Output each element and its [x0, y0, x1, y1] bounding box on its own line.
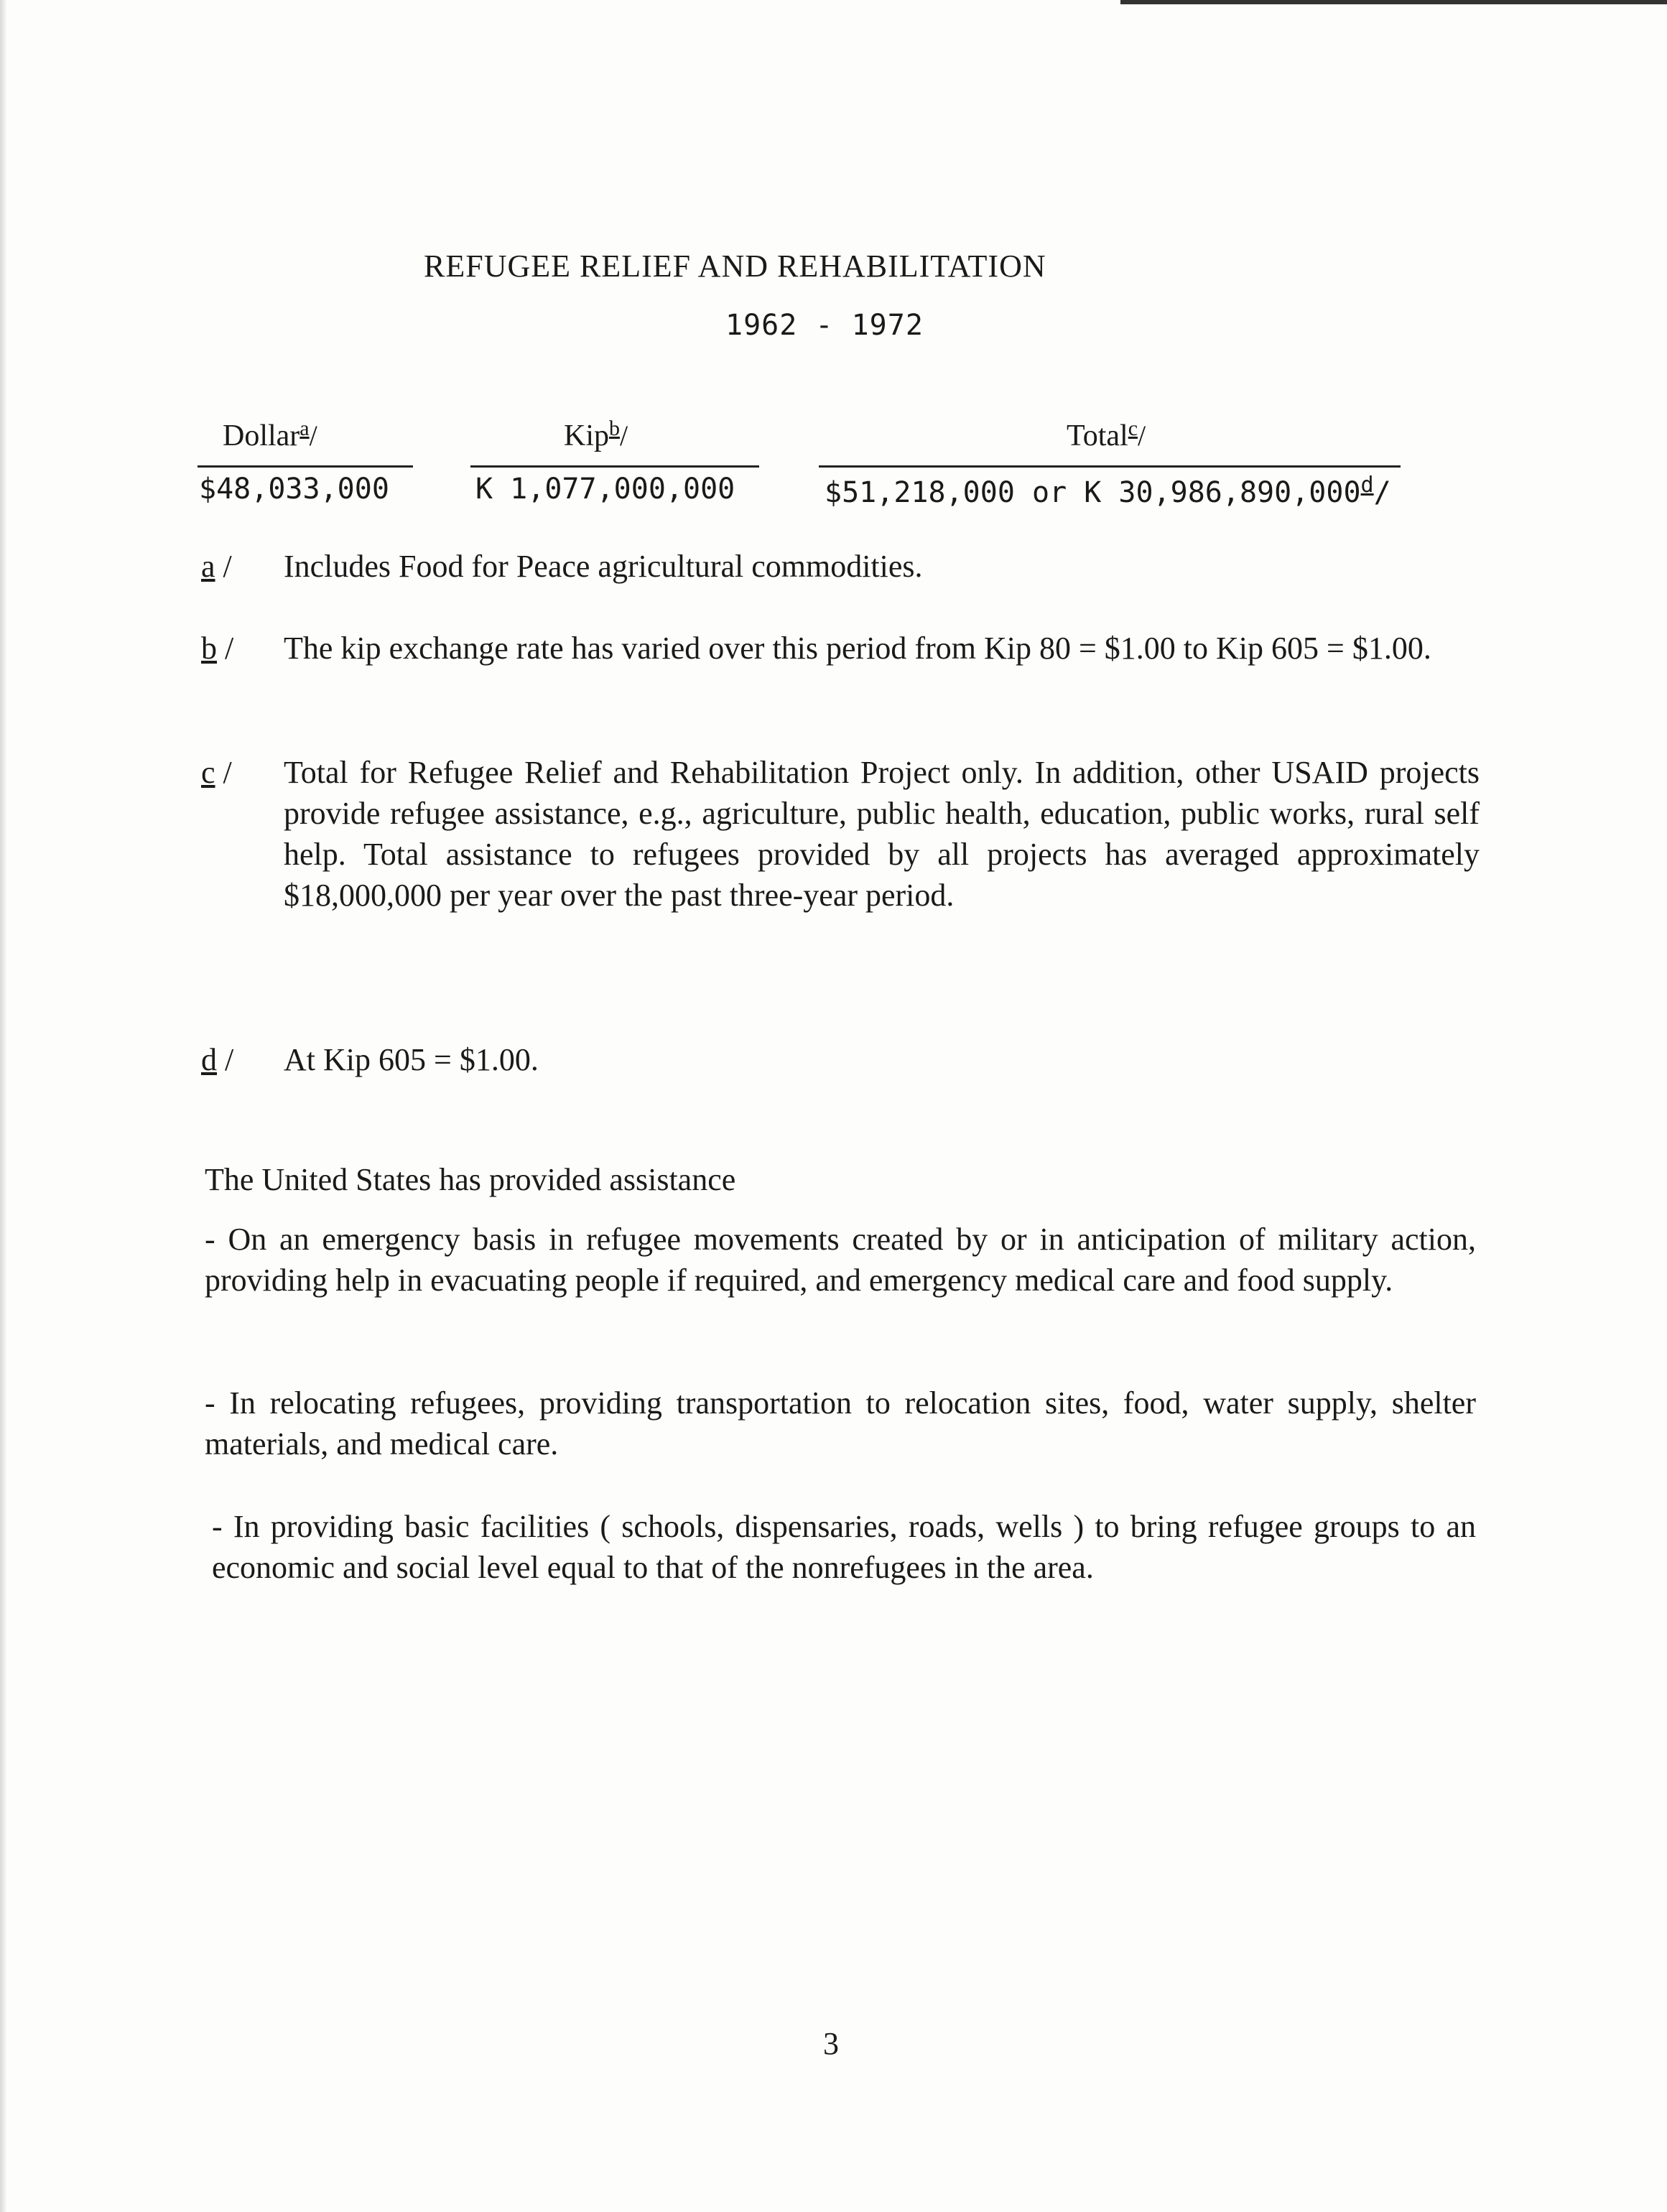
dollar-footnote-ref: a	[299, 417, 310, 440]
dollar-header: Dollar$^a$/	[223, 417, 317, 452]
body-intro: The United States has provided assistance	[205, 1162, 736, 1197]
page-number: 3	[823, 2026, 839, 2061]
total-footnote-ref: c	[1128, 417, 1138, 440]
footnote-d-text: At Kip 605 = $1.00.	[284, 1042, 539, 1077]
dollar-rule	[198, 465, 413, 468]
total-value: $51,218,000 or K 30,986,890,000$^d$/	[825, 473, 1391, 509]
footnote-d-mark: d /	[201, 1042, 234, 1077]
footnote-c-mark: c /	[201, 755, 232, 790]
footnote-a-text: Includes Food for Peace agricultural commodities.	[284, 549, 923, 584]
footnote-c	[201, 752, 1480, 916]
year-range: 1962 - 1972	[725, 309, 924, 342]
kip-footnote-ref: b	[609, 417, 620, 440]
page-title: REFUGEE RELIEF AND REHABILITATION	[424, 248, 1046, 284]
total-value-text: $51,218,000 or K 30,986,890,000	[825, 476, 1361, 509]
footnote-d	[201, 1039, 1480, 1080]
kip-rule	[470, 465, 759, 468]
dollar-header-label: Dollar	[223, 419, 300, 452]
kip-header: Kip$^b$/	[564, 417, 628, 452]
footnote-b	[201, 628, 1480, 669]
body-item-relocating: - In relocating refugees, providing transportation to relocation sites, food, water supply, shelter materials, and medical care.	[205, 1385, 1476, 1462]
top-edge-rule	[1120, 0, 1667, 4]
kip-value: K 1,077,000,000	[475, 473, 735, 506]
dollar-value: $48,033,000	[199, 473, 389, 506]
footnote-a-mark: a /	[201, 549, 232, 584]
footnote-c-text: Total for Refugee Relief and Rehabilitation Project only. In addition, other USAID projects provide refugee assistance, e.g., agriculture, public health, education, public works, rural self help. Total assistance to refugees provided by all projects has averaged approximately $18,000,000 per year over the past three-year period.	[284, 755, 1480, 913]
footnote-b-mark: b /	[201, 631, 234, 666]
footnote-a	[201, 546, 1480, 587]
total-value-footnote-ref: d	[1360, 473, 1374, 498]
footnote-b-text: The kip exchange rate has varied over this period from Kip 80 = $1.00 to Kip 605 = $1.00.	[284, 631, 1431, 666]
total-header: Total$^c$/	[1067, 417, 1146, 452]
kip-header-label: Kip	[564, 419, 609, 452]
body-item-emergency: - On an emergency basis in refugee movements created by or in anticipation of military action, providing help in evacuating people if required, and emergency medical care and food supply.	[205, 1222, 1476, 1298]
total-rule	[819, 465, 1401, 468]
total-header-label: Total	[1067, 419, 1128, 452]
scan-left-edge	[0, 0, 7, 2212]
body-item-facilities: - In providing basic facilities ( schools, dispensaries, roads, wells ) to bring refugee groups to an economic and social level equal to that of the nonrefugees in the area.	[212, 1509, 1476, 1585]
